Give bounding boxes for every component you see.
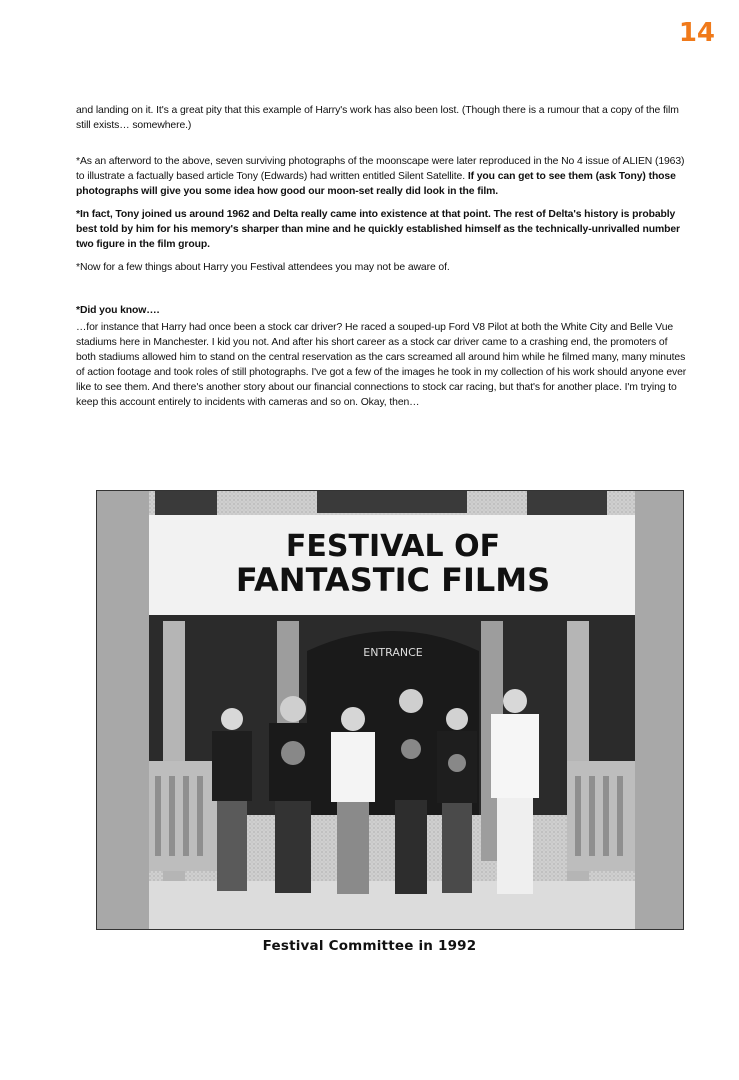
- afterword-text: *As an afterword to the above, seven surviving photographs of the moonscape were later reproduced in the No 4 issue of ALIEN (1963) to illustrate a factually based article Tony (Edwards) had written entitled Silent Satellite.: [76, 156, 685, 182]
- paragraph-festival-attendees: *Now for a few things about Harry you Festival attendees you may not be aware of.: [76, 262, 450, 273]
- paragraph-stock-car: …for instance that Harry had once been a stock car driver? He raced a souped-up Ford V8 Pilot at both the White City and Belle Vue stadiums here in Manchester. I kid you not. And after his short career as a stock car driver came to a crashing end, the promoters of both stadiums allowed him to stand on the central reservation as the cars screamed all around him while he filmed many, many minutes of action footage and took roles of still photographs. I've got a few of the images he took in my collection of his work should anyone ever like to see them. And there's another story about our financial connections to stock car racing, but that's for another place. I'm trying to keep this account entirely to incidents with cameras and so on. Okay, then…: [76, 322, 687, 408]
- entrance-sign: ENTRANCE: [363, 646, 423, 659]
- paragraph-afterword: [76, 154, 688, 199]
- tony-joined-text: The rest of Delta's history is probably best told by him for his memory's sharper than mine and he quickly established himself as the technically-unrivalled number two figure in the film group.: [76, 209, 680, 250]
- photo-caption: Festival Committee in 1992: [262, 938, 477, 954]
- paragraph-did-you-know: *Did you know….: [76, 305, 160, 316]
- paragraph-lost-film: and landing on it. It's a great pity that this example of Harry's work has also been lost. (Though there is a rumour that a copy of the film still exists… somewhere.): [76, 105, 679, 131]
- afterword-emphasis: If you can get to see them (ask Tony) those photographs will give you some idea how good our moon-set really did look in the film.: [76, 171, 676, 197]
- festival-committee-photo: [96, 490, 684, 930]
- page-number: 14: [678, 18, 715, 48]
- article-text: [76, 103, 688, 410]
- tony-joined-emphasis: *In fact, Tony joined us around 1962 and Delta really came into existence at that point.: [76, 209, 491, 220]
- banner-line-1: FESTIVAL OF: [285, 529, 501, 564]
- paragraph-tony-joined: [76, 207, 688, 252]
- banner-line-2: FANTASTIC FILMS: [235, 561, 551, 599]
